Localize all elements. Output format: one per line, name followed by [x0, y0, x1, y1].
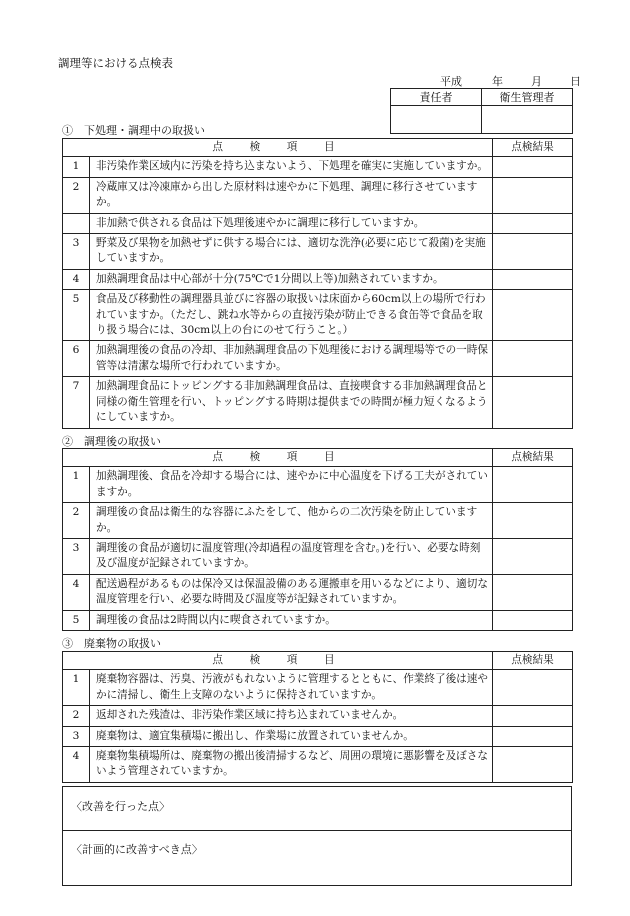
row-text: 野菜及び果物を加熱せずに供する場合には、適切な洗浄(必要に応じて殺菌)を実施していますか。 — [90, 234, 493, 270]
table-row — [63, 467, 573, 503]
row-number: 1 — [63, 157, 90, 177]
row-text: 返却された残渣は、非汚染作業区域に持ち込まれていませんか。 — [90, 706, 493, 726]
row-text: 加熱調理後の食品の冷却、非加熱調理食品の下処理後における調理場等での一時保管等は清潔な場所で行われていますか。 — [90, 341, 493, 377]
result-cell[interactable] — [493, 610, 573, 630]
result-cell[interactable] — [493, 726, 573, 746]
row-number: 5 — [63, 610, 90, 630]
row-text: 冷蔵庫又は冷凍庫から出した原材料は速やかに下処理、調理に移行させていますか。 — [90, 177, 493, 213]
row-text: 調理後の食品は2時間以内に喫食されていますか。 — [90, 610, 493, 630]
result-cell[interactable] — [493, 269, 573, 289]
row-text: 調理後の食品が適切に温度管理(冷却過程の温度管理を含む。)を行い、必要な時刻及び温度が記録されていますか。 — [90, 539, 493, 575]
table-row — [63, 574, 573, 610]
result-cell[interactable] — [493, 539, 573, 575]
table-row — [63, 234, 573, 270]
signature-table — [390, 88, 573, 134]
result-cell[interactable] — [493, 290, 573, 341]
month-label: 月 — [531, 75, 542, 88]
result-cell[interactable] — [493, 706, 573, 726]
row-number: 3 — [63, 726, 90, 746]
row-number — [63, 213, 90, 233]
table-row — [63, 747, 573, 783]
result-cell[interactable] — [493, 747, 573, 783]
table-row — [63, 726, 573, 746]
year-label: 年 — [492, 75, 503, 88]
row-text: 調理後の食品は衛生的な容器にふたをして、他からの二次汚染を防止していますか。 — [90, 503, 493, 539]
row-text: 非汚染作業区域内に汚染を持ち込まないよう、下処理を確実に実施していますか。 — [90, 157, 493, 177]
row-number: 6 — [63, 341, 90, 377]
row-number: 4 — [63, 269, 90, 289]
notes-box[interactable] — [62, 786, 572, 886]
result-cell[interactable] — [493, 213, 573, 233]
table-row — [63, 610, 573, 630]
table-row — [63, 177, 573, 213]
checklist-table-2 — [62, 448, 573, 631]
hygiene-manager-label: 衛生管理者 — [482, 89, 573, 106]
row-text: 食品及び移動性の調理器具並びに容器の取扱いは床面から60cm以上の場所で行われていますか。（ただし、跳ね水等からの直接汚染が防止できる食缶等で食品を取り扱う場合には、30cm以上の台にのせて行うこと。） — [90, 290, 493, 341]
row-number: 5 — [63, 290, 90, 341]
era-label: 平成 — [440, 75, 462, 88]
result-cell[interactable] — [493, 467, 573, 503]
row-text: 加熱調理食品にトッピングする非加熱調理食品は、直接喫食する非加熱調理食品と同様の衛生管理を行い、トッピングする時期は提供までの時間が極力短くなるようにしていますか。 — [90, 377, 493, 428]
row-number: 2 — [63, 177, 90, 213]
result-cell[interactable] — [493, 574, 573, 610]
table-row — [63, 157, 573, 177]
responsible-label: 責任者 — [391, 89, 482, 106]
row-text: 加熱調理後、食品を冷却する場合には、速やかに中心温度を下げる工夫がされていますか。 — [90, 467, 493, 503]
row-text: 廃棄物集積場所は、廃棄物の搬出後清掃するなど、周囲の環境に悪影響を及ぼさないよう管理されていますか。 — [90, 747, 493, 783]
result-cell[interactable] — [493, 670, 573, 706]
row-text: 非加熱で供される食品は下処理後速やかに調理に移行していますか。 — [90, 213, 493, 233]
table-row — [63, 341, 573, 377]
responsible-stamp-cell[interactable] — [391, 106, 482, 134]
item-header: 点 検 項 目 — [63, 652, 493, 670]
table-row — [63, 290, 573, 341]
row-number: 1 — [63, 670, 90, 706]
section-label: ③ 廃棄物の取扱い — [62, 637, 161, 650]
hygiene-manager-stamp-cell[interactable] — [482, 106, 573, 134]
section-label: ① 下処理・調理中の取扱い — [62, 124, 205, 137]
row-number: 2 — [63, 706, 90, 726]
row-text: 廃棄物容器は、汚臭、汚液がもれないように管理するとともに、作業終了後は速やかに清掃し、衛生上支障のないように保持されていますか。 — [90, 670, 493, 706]
row-text: 配送過程があるものは保冷又は保温設備のある運搬車を用いるなどにより、適切な温度管理を行い、必要な時間及び温度等が記録されていますか。 — [90, 574, 493, 610]
result-cell[interactable] — [493, 341, 573, 377]
result-cell[interactable] — [493, 503, 573, 539]
result-cell[interactable] — [493, 234, 573, 270]
table-row — [63, 539, 573, 575]
page-title: 調理等における点検表 — [58, 56, 173, 70]
date-line — [440, 73, 581, 89]
row-text: 加熱調理食品は中心部が十分(75℃で1分間以上等)加熱されていますか。 — [90, 269, 493, 289]
row-number: 1 — [63, 467, 90, 503]
row-number: 4 — [63, 574, 90, 610]
result-header: 点検結果 — [493, 449, 573, 467]
item-header: 点 検 項 目 — [63, 449, 493, 467]
checklist-table-1 — [62, 138, 573, 429]
row-text: 廃棄物は、適宜集積場に搬出し、作業場に放置されていませんか。 — [90, 726, 493, 746]
table-row — [63, 503, 573, 539]
row-number: 7 — [63, 377, 90, 428]
row-number: 3 — [63, 539, 90, 575]
item-header: 点 検 項 目 — [63, 139, 493, 157]
result-cell[interactable] — [493, 177, 573, 213]
table-row — [63, 706, 573, 726]
table-row — [63, 377, 573, 428]
result-cell[interactable] — [493, 377, 573, 428]
row-number: 4 — [63, 747, 90, 783]
improved-points-label: 〈改善を行った点〉 — [71, 800, 170, 813]
table-row — [63, 670, 573, 706]
result-header: 点検結果 — [493, 652, 573, 670]
section-label: ② 調理後の取扱い — [62, 435, 161, 448]
row-number: 2 — [63, 503, 90, 539]
table-row — [63, 213, 573, 233]
result-cell[interactable] — [493, 157, 573, 177]
planned-improvements-label: 〈計画的に改善すべき点〉 — [71, 843, 203, 856]
result-header: 点検結果 — [493, 139, 573, 157]
checklist-table-3 — [62, 651, 573, 783]
row-number: 3 — [63, 234, 90, 270]
day-label: 日 — [570, 75, 581, 88]
table-row — [63, 269, 573, 289]
